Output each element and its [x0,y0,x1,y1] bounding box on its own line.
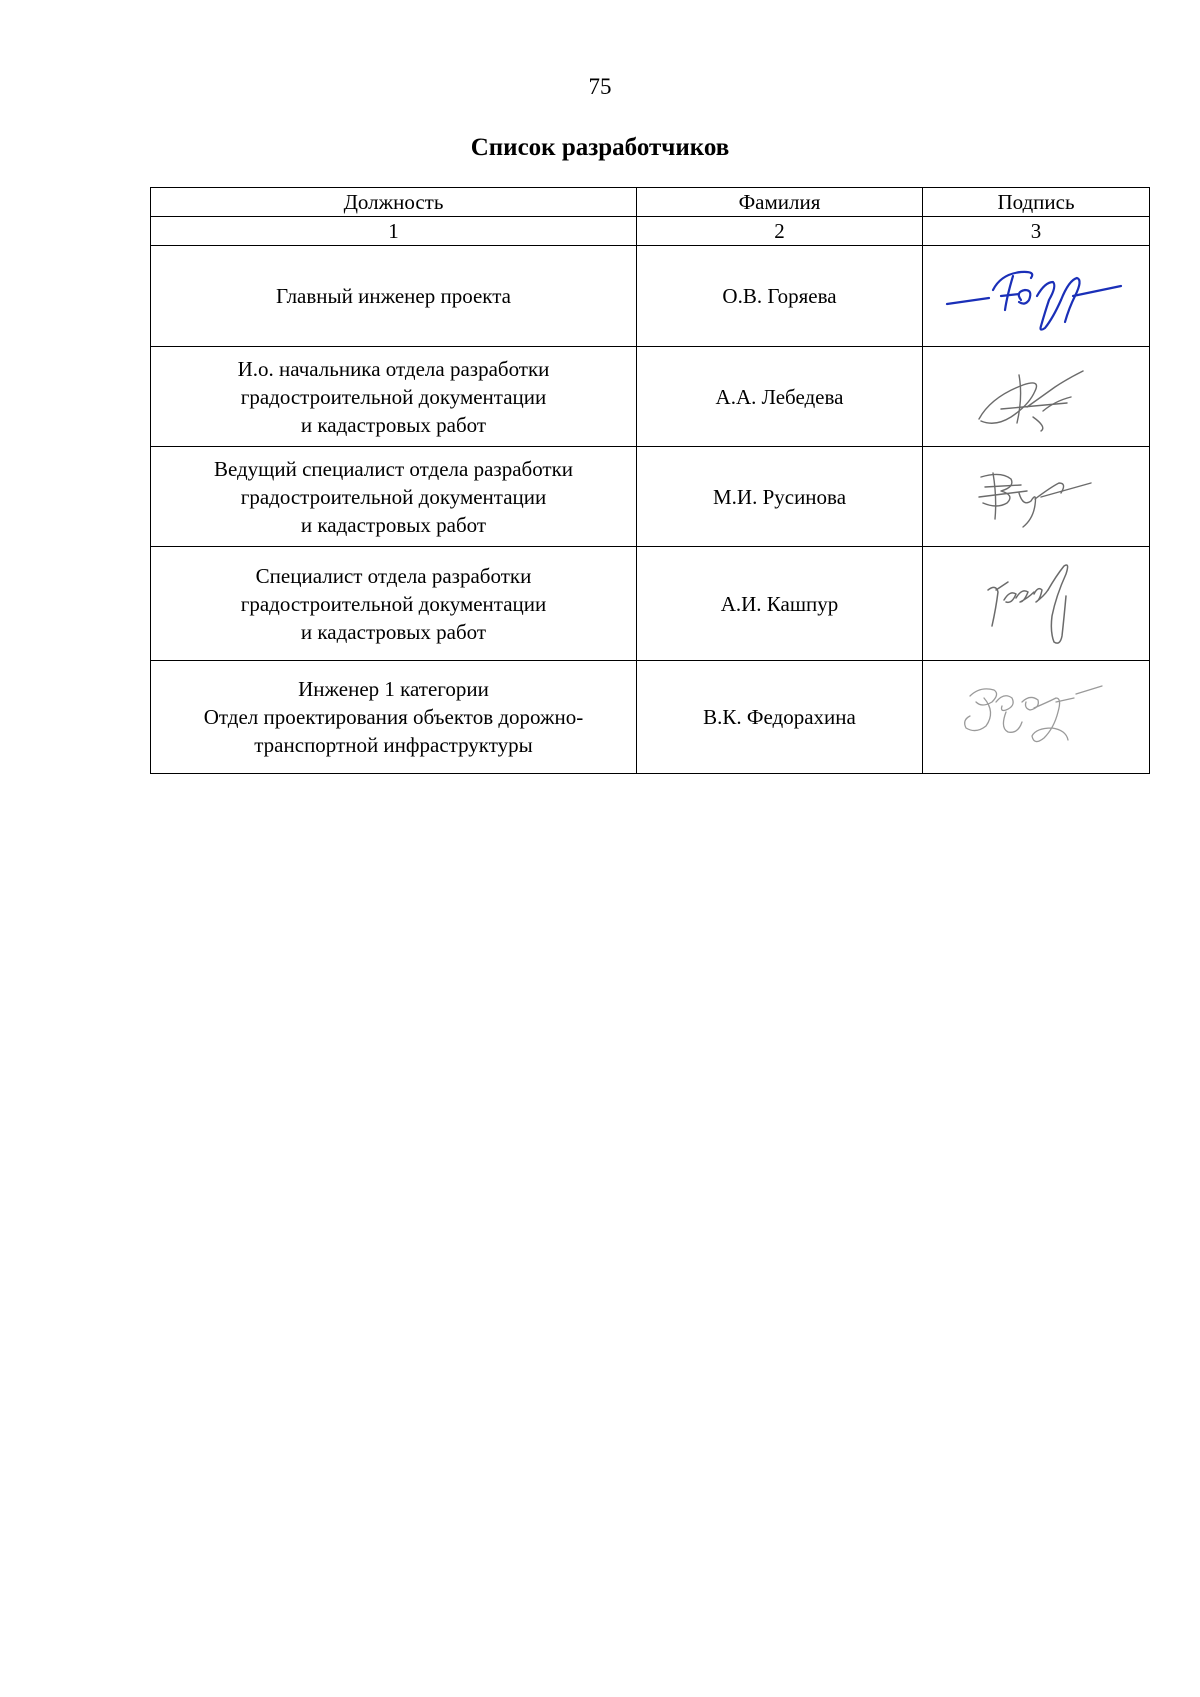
signature-cell [923,661,1150,774]
table-header-row [151,188,1150,217]
document-title: Список разработчиков [470,134,730,161]
signature-cell [923,547,1150,661]
table-row [151,661,1150,774]
name-cell: А.А. Лебедева [637,347,923,447]
column-number-row [151,217,1150,246]
column-number: 2 [637,217,923,246]
header-position: Должность [151,188,637,217]
signature-image [971,457,1101,537]
name-cell: О.В. Горяева [637,246,923,347]
signature-cell [923,347,1150,447]
position-cell: Главный инженер проекта [151,246,637,347]
column-number: 1 [151,217,637,246]
signature-image [956,672,1116,762]
developers-table [150,187,1150,774]
position-cell: Специалист отдела разработки градостроительной документации и кадастровых работ [151,547,637,661]
header-signature: Подпись [923,188,1150,217]
signature-image [971,357,1101,437]
name-cell: В.К. Федорахина [637,661,923,774]
signature-cell [923,246,1150,347]
table-row [151,447,1150,547]
signature-cell [923,447,1150,547]
name-cell: А.И. Кашпур [637,547,923,661]
page-number: 75 [588,74,612,99]
table-row [151,347,1150,447]
column-number: 3 [923,217,1150,246]
position-cell: И.о. начальника отдела разработки градостроительной документации и кадастровых работ [151,347,637,447]
table-row [151,547,1150,661]
signature-image [941,256,1131,336]
position-cell: Ведущий специалист отдела разработки градостроительной документации и кадастровых работ [151,447,637,547]
signature-image [976,556,1096,652]
header-name: Фамилия [637,188,923,217]
table-row [151,246,1150,347]
position-cell: Инженер 1 категории Отдел проектирования объектов дорожно- транспортной инфраструктуры [151,661,637,774]
name-cell: М.И. Русинова [637,447,923,547]
